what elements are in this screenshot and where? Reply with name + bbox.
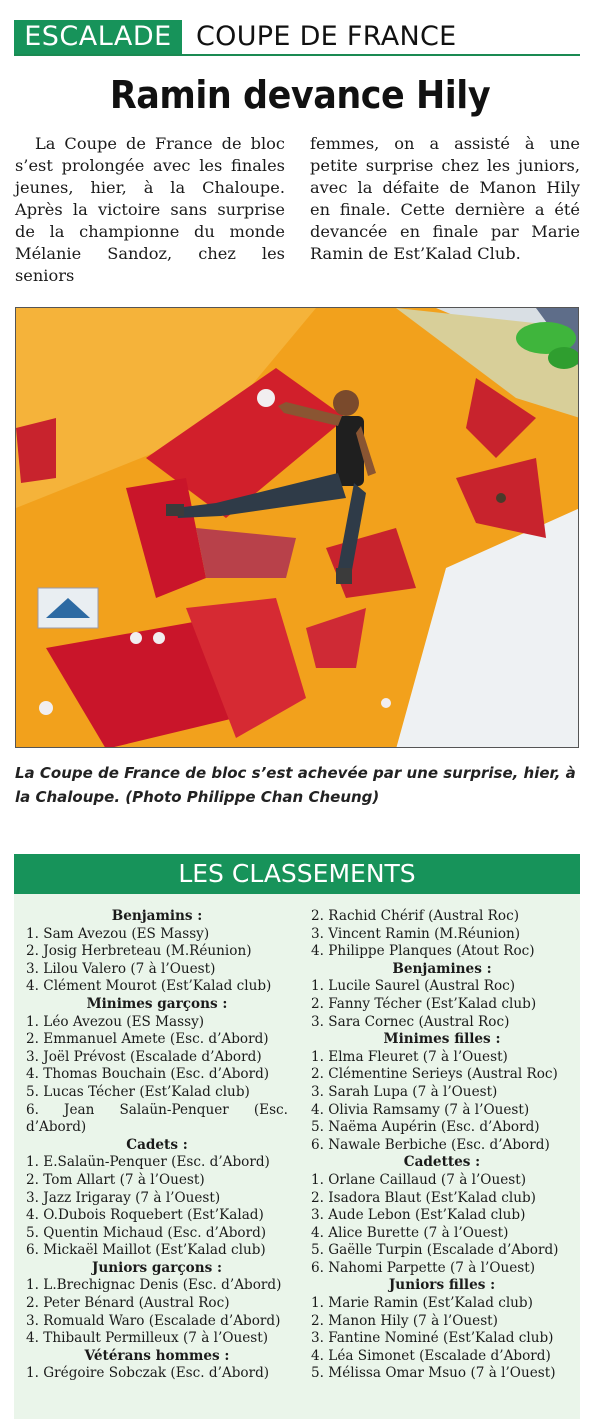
lead-paragraph-col1: La Coupe de France de bloc s’est prolongée avec les finales jeunes, hier, à la Chaloupe. Après la victoire sans surprise de la championne du monde Mélanie Sandoz, chez les seniors: [15, 134, 285, 285]
ranking-entry: 1. Léo Avezou (ES Massy): [26, 1013, 205, 1030]
ranking-entry: 4. Philippe Planques (Atout Roc): [311, 943, 535, 960]
ranking-entry: 6. Jean Salaün-Penquer (Esc. d’Abord): [26, 1101, 288, 1136]
ranking-entry: 1. L.Brechignac Denis (Esc. d’Abord): [26, 1277, 282, 1294]
ranking-entry: 1. Sam Avezou (ES Massy): [26, 925, 210, 942]
climbing-wall-photo: [16, 308, 579, 748]
ranking-entry: 5. Gaëlle Turpin (Escalade d’Abord): [311, 1242, 559, 1259]
ranking-entry: 2. Peter Bénard (Austral Roc): [26, 1295, 230, 1312]
ranking-entry: 1. Elma Fleuret (7 à l’Ouest): [311, 1048, 508, 1065]
rankings-box: [14, 854, 580, 1419]
ranking-entry: 4. Alice Burette (7 à l’Ouest): [311, 1224, 509, 1241]
ranking-entry: 2. Clémentine Serieys (Austral Roc): [311, 1066, 558, 1083]
rankings-title: LES CLASSEMENTS: [14, 854, 580, 894]
category-heading: Benjamines :: [392, 960, 492, 977]
ranking-entry: 4. Olivia Ramsamy (7 à l’Ouest): [311, 1101, 530, 1118]
section-header: [14, 20, 580, 56]
ranking-entry: 3. Lilou Valero (7 à l’Ouest): [26, 960, 216, 977]
lead-paragraph-col2: femmes, on a assisté à une petite surprise chez les juniors, avec la défaite de Manon Hily en finale. Cette dernière a été devancée en finale par Marie Ramin de Est’Kalad Club.: [310, 134, 580, 263]
ranking-entry: 4. Clément Mourot (Est’Kalad club): [26, 978, 272, 995]
category-heading: Minimes filles :: [383, 1031, 501, 1048]
category-heading: Cadettes :: [403, 1154, 481, 1171]
ranking-entry: 4. Léa Simonet (Escalade d’Abord): [311, 1347, 551, 1364]
ranking-entry: 4. Thomas Bouchain (Esc. d’Abord): [26, 1066, 270, 1083]
ranking-entry: 6. Nahomi Parpette (7 à l’Ouest): [311, 1259, 536, 1276]
article-photo: [15, 307, 579, 748]
ranking-entry: 3. Jazz Irigaray (7 à l’Ouest): [26, 1189, 221, 1206]
category-heading: Cadets :: [126, 1136, 188, 1153]
ranking-entry: 3. Fantine Nominé (Est’Kalad club): [311, 1330, 554, 1347]
ranking-entry: 3. Romuald Waro (Escalade d’Abord): [26, 1312, 281, 1329]
category-heading: Juniors garçons :: [91, 1259, 223, 1276]
ranking-entry: 3. Sarah Lupa (7 à l’Ouest): [311, 1083, 498, 1100]
ranking-entry: 5. Mélissa Omar Msuo (7 à l’Ouest): [311, 1365, 556, 1382]
ranking-entry: 1. Lucile Saurel (Austral Roc): [311, 978, 516, 995]
ranking-entry: 2. Tom Allart (7 à l’Ouest): [26, 1171, 205, 1188]
ranking-entry: 1. E.Salaün-Penquer (Esc. d’Abord): [26, 1154, 270, 1171]
category-heading: Minimes garçons :: [86, 995, 228, 1012]
rubric-label: ESCALADE: [14, 20, 182, 54]
ranking-entry: 2. Manon Hily (7 à l’Ouest): [311, 1312, 498, 1329]
ranking-entry: 2. Rachid Chérif (Austral Roc): [311, 908, 520, 924]
rankings-left-column: [26, 908, 288, 1383]
category-heading: Benjamins :: [111, 908, 203, 924]
subrubric-label: COUPE DE FRANCE: [196, 21, 457, 52]
ranking-entry: 2. Fanny Técher (Est’Kalad club): [311, 995, 537, 1012]
rankings-right-column: [311, 908, 573, 1383]
ranking-entry: 2. Emmanuel Amete (Esc. d’Abord): [26, 1031, 269, 1048]
ranking-entry: 4. O.Dubois Roquebert (Est’Kalad): [26, 1207, 264, 1224]
category-heading: Juniors filles :: [388, 1277, 496, 1294]
ranking-entry: 5. Quentin Michaud (Esc. d’Abord): [26, 1224, 267, 1241]
ranking-entry: 3. Sara Cornec (Austral Roc): [311, 1013, 510, 1030]
ranking-entry: 3. Aude Lebon (Est’Kalad club): [311, 1207, 526, 1224]
ranking-entry: 6. Nawale Berbiche (Esc. d’Abord): [311, 1136, 550, 1153]
photo-caption: La Coupe de France de bloc s’est achevée par une surprise, hier, à la Chaloupe. (Photo Philippe Chan Cheung): [15, 764, 576, 806]
ranking-entry: 2. Isadora Blaut (Est’Kalad club): [311, 1189, 536, 1206]
ranking-entry: 2. Josig Herbreteau (M.Réunion): [26, 943, 252, 960]
ranking-entry: 5. Naëma Aupérin (Esc. d’Abord): [311, 1119, 540, 1136]
ranking-entry: 3. Joël Prévost (Escalade d’Abord): [26, 1048, 262, 1065]
ranking-entry: 1. Grégoire Sobczak (Esc. d’Abord): [26, 1365, 270, 1382]
ranking-entry: 3. Vincent Ramin (M.Réunion): [311, 925, 521, 942]
ranking-entry: 1. Marie Ramin (Est’Kalad club): [311, 1295, 533, 1312]
ranking-entry: 4. Thibault Permilleux (7 à l’Ouest): [26, 1330, 269, 1347]
ranking-entry: 1. Orlane Caillaud (7 à l’Ouest): [311, 1171, 526, 1188]
ranking-entry: 6. Mickaël Maillot (Est’Kalad club): [26, 1242, 266, 1259]
ranking-entry: 5. Lucas Técher (Est’Kalad club): [26, 1083, 250, 1100]
category-heading: Vétérans hommes :: [84, 1347, 230, 1364]
article-headline: Ramin devance Hily: [109, 73, 491, 117]
